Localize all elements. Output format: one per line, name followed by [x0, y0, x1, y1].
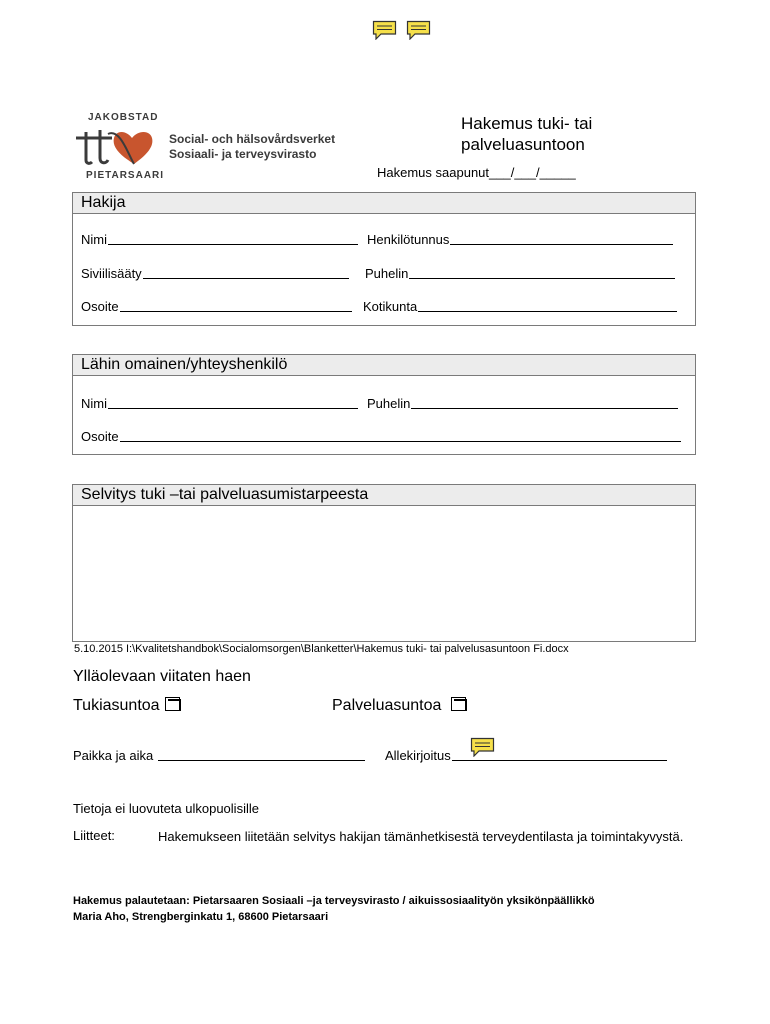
received-date-field[interactable]: Hakemus saapunut___/___/_____: [377, 165, 576, 180]
service-housing-option[interactable]: [332, 697, 467, 715]
service-housing-checkbox[interactable]: [451, 697, 467, 711]
comment-icon[interactable]: [372, 20, 397, 40]
marital-input-line[interactable]: [143, 266, 349, 279]
signature-label: Allekirjoitus: [385, 748, 451, 763]
file-path: 5.10.2015 I:\Kvalitetshandbok\Socialomsorgen\Blanketter\Hakemus tuki- tai palvelusasuntoon Fi.docx: [74, 643, 569, 655]
applicant-id-field[interactable]: [367, 232, 673, 247]
attachments-text: Hakemukseen liitetään selvitys hakijan tämänhetkisestä terveydentilasta ja toimintakyvystä.: [158, 829, 684, 844]
need-section: [72, 484, 696, 642]
attachments-label: Liitteet:: [73, 828, 115, 843]
address-label: Osoite: [81, 429, 119, 444]
contact-name-field[interactable]: [81, 396, 358, 411]
support-housing-label: Tukiasuntoa: [73, 697, 160, 714]
logo-bottom-text: PIETARSAARI: [86, 170, 165, 181]
name-label: Nimi: [81, 232, 107, 247]
marital-label: Siviilisääty: [81, 266, 142, 281]
support-housing-checkbox[interactable]: [165, 697, 181, 711]
id-label: Henkilötunnus: [367, 232, 450, 247]
need-heading: Selvitys tuki –tai palveluasumistarpeesta: [73, 485, 695, 506]
return-address-line1: Hakemus palautetaan: Pietarsaaren Sosiaali –ja terveysvirasto / aikuissosiaalityön yksikönpäällikkö: [73, 895, 595, 907]
address-label: Osoite: [81, 299, 119, 314]
phone-label: Puhelin: [365, 266, 409, 281]
applicant-heading: Hakija: [73, 193, 695, 214]
applicant-municipality-field[interactable]: [363, 299, 677, 314]
contact-heading: Lähin omainen/yhteyshenkilö: [73, 355, 695, 376]
address-input-line[interactable]: [120, 429, 681, 442]
name-input-line[interactable]: [108, 232, 358, 245]
address-input-line[interactable]: [120, 299, 352, 312]
applicant-marital-field[interactable]: [81, 266, 349, 281]
name-input-line[interactable]: [108, 396, 358, 409]
request-heading: Ylläolevaan viitaten haen: [73, 668, 251, 685]
municipality-label: Kotikunta: [363, 299, 418, 314]
logo-name-finnish: Sosiaali- ja terveysvirasto: [169, 147, 317, 161]
heart-logo-icon: [72, 124, 164, 168]
privacy-note: Tietoja ei luovuteta ulkopuolisille: [73, 801, 259, 816]
contact-phone-field[interactable]: [367, 396, 678, 411]
return-address-line2: Maria Aho, Strengberginkatu 1, 68600 Pietarsaari: [73, 911, 329, 923]
need-text-area[interactable]: [73, 506, 695, 642]
form-title: Hakemus tuki- tai palveluasuntoon: [461, 114, 593, 154]
signature-field[interactable]: [385, 748, 667, 763]
phone-input-line[interactable]: [409, 266, 675, 279]
support-housing-option[interactable]: [73, 697, 181, 715]
logo-name-swedish: Social- och hälsovårdsverket: [169, 132, 336, 146]
place-time-input-line[interactable]: [158, 748, 365, 761]
service-housing-label: Palveluasuntoa: [332, 697, 442, 714]
contact-address-field[interactable]: [81, 429, 681, 444]
comment-icon[interactable]: [470, 737, 495, 757]
logo-top-text: JAKOBSTAD: [88, 112, 159, 123]
place-time-field[interactable]: [73, 748, 365, 763]
name-label: Nimi: [81, 396, 107, 411]
phone-label: Puhelin: [367, 396, 411, 411]
phone-input-line[interactable]: [411, 396, 678, 409]
comment-icon[interactable]: [406, 20, 431, 40]
municipality-input-line[interactable]: [418, 299, 677, 312]
place-time-label: Paikka ja aika: [73, 748, 157, 763]
applicant-phone-field[interactable]: [365, 266, 675, 281]
id-input-line[interactable]: [450, 232, 673, 245]
organization-logo: [72, 112, 362, 182]
applicant-address-field[interactable]: [81, 299, 352, 314]
applicant-name-field[interactable]: [81, 232, 358, 247]
